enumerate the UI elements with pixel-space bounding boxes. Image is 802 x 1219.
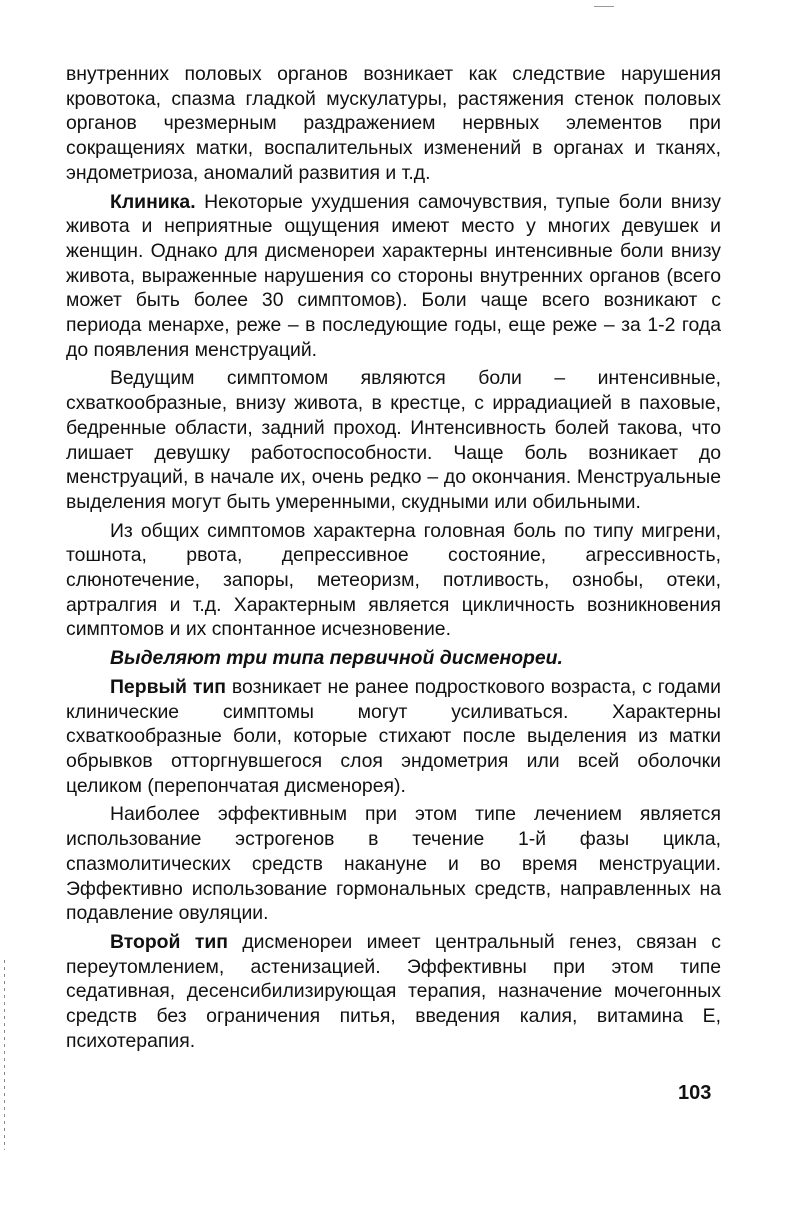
paragraph-1: внутренних половых органов возникает как следствие нарушения кровотока, спазма гладкой мускулатуры, растяжения стенок половых органов чрезмерным раздражением нервных элементов при сокращениях матки, воспалительных изменений в органах и тканях, эндометриоза, аномалий развития и т.д. <box>66 63 721 184</box>
paragraph-first-type <box>66 675 721 799</box>
paragraph-treatment: Наиболее эффективным при этом типе лечением является использование эстрогенов в течение 1-й фазы цикла, спазмолитических средств накануне и во время менструации. Эффективно использование гормональных средств, направленных на подавление овуляции. <box>66 803 721 925</box>
scan-edge <box>4 960 5 1150</box>
second-type-text: дисменореи имеет центральный генез, связан с переутомлением, астенизацией. Эффективны при этом типе седативная, десенсибилизирующая терапия, назначение мочегонных средств без ограничения питья, введения калия, витамина Е, психотерапия. <box>66 930 721 1052</box>
page-number: 103 <box>678 1082 712 1104</box>
second-type-heading: Второй тип <box>110 930 228 953</box>
types-heading: Выделяют три типа первичной дисменореи. <box>110 647 563 670</box>
body-text <box>66 62 721 1057</box>
paragraph-leading-symptom: Ведущим симптомом являются боли – интенсивные, схваткообразные, внизу живота, в крестце, с иррадиацией в паховые, бедренные области, задний проход. Интенсивность болей такова, что лишает девушку работоспособности. Чаще боль возникает до менструаций, в начале их, очень редко – до окончания. Менструальные выделения могут быть умеренными, скудными или обильными. <box>66 367 721 513</box>
paragraph-clinic <box>66 190 721 363</box>
scan-mark <box>594 6 614 7</box>
paragraph-second-type <box>66 930 721 1054</box>
first-type-heading: Первый тип <box>110 675 226 698</box>
first-type-text: возникает не ранее подросткового возраста, с годами клинические симптомы могут усиливаться. Характерны схваткообразные боли, которые стихают после выделения из матки обрывков отторгнувшегося слоя эндометрия или всей оболочки целиком (перепончатая дисменорея). <box>66 675 722 797</box>
clinic-text: Некоторые ухудшения самочувствия, тупые боли внизу живота и неприятные ощущения имеют место у многих девушек и женщин. Однако для дисменореи характерны интенсивные боли внизу живота, выраженные нарушения со стороны внутренних органов (всего может быть более 30 симптомов). Боли чаще всего возникают с периода менархе, реже – в последующие годы, еще реже – за 1-2 года до появления менструаций. <box>66 190 721 361</box>
paragraph-general-symptoms: Из общих симптомов характерна головная боль по типу мигрени, тошнота, рвота, депрессивное состояние, агрессивность, слюнотечение, запоры, метеоризм, потливость, ознобы, отеки, артралгия и т.д. Характерным является цикличность возникновения симптомов и их спонтанное исчезновение. <box>66 519 721 641</box>
clinic-heading: Клиника. <box>110 190 196 213</box>
